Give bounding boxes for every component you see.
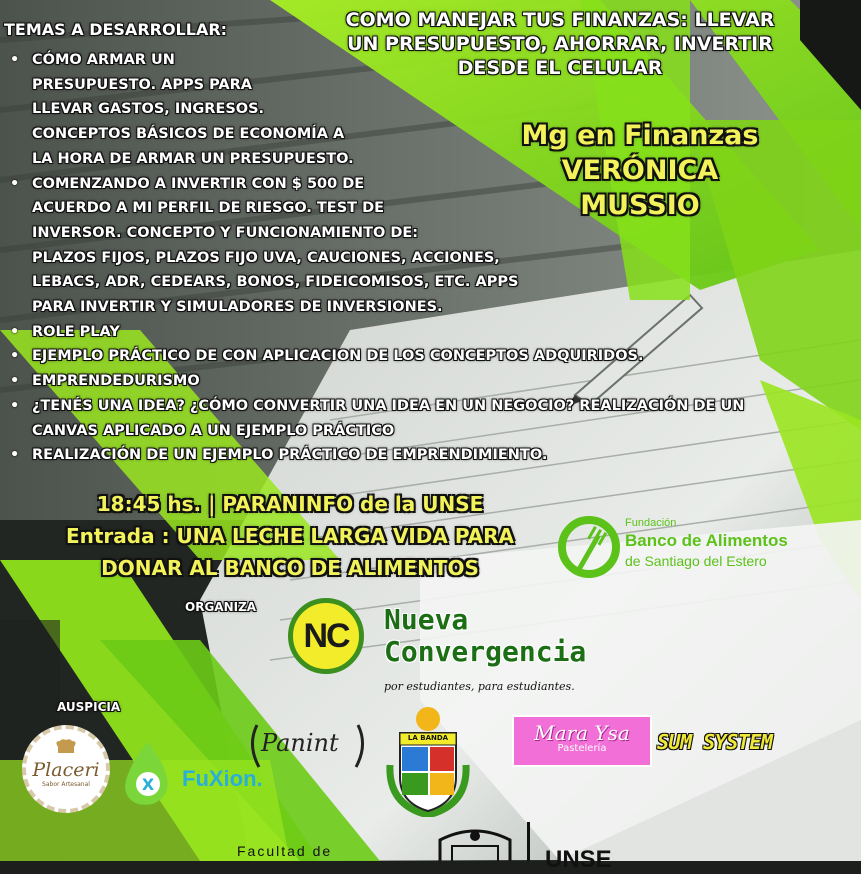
nc-name-line-2: Convergencia: [384, 635, 587, 668]
event-time-place: 18:45 hs. | PARANINFO de la UNSE: [96, 492, 484, 516]
placeri-subtitle: Sabor Artesanal: [42, 781, 90, 788]
svg-text:X: X: [141, 775, 155, 794]
unse-label: UNSE: [545, 846, 612, 873]
nc-tagline: por estudiantes, para estudiantes.: [384, 680, 575, 693]
nueva-convergencia-logo: [288, 598, 598, 698]
nc-name: [384, 604, 586, 668]
topic-line: • CÓMO ARMAR UN: [32, 52, 175, 68]
fuxion-drop-icon: [118, 740, 178, 810]
mara-ysa-name: Mara Ysa: [534, 721, 630, 745]
topic-line: • REALIZACIÓN DE UN EJEMPLO PRÁCTICO DE EMPRENDIMIENTO.: [32, 447, 548, 464]
topic-line: • ¿TENÉS UNA IDEA? ¿CÓMO CONVERTIR UNA IDEA EN UN NEGOCIO? REALIZACIÓN DE UN: [32, 397, 745, 414]
topic-line: • COMENZANDO A INVERTIR CON $ 500 DE: [32, 175, 365, 192]
topic-line: LLEVAR GASTOS, INGRESOS.: [32, 101, 265, 118]
topic-line: • EMPRENDEDURISMO: [32, 373, 200, 390]
nc-emblem: [288, 598, 364, 674]
fundacion-name: Banco de Alimentos: [625, 531, 788, 550]
topic-item: [6, 369, 836, 394]
topic-line: • EJEMPLO PRÁCTICO DE CON APLICACION DE LOS CONCEPTOS ADQUIRIDOS.: [32, 348, 644, 365]
nc-name-line-1: Nueva: [384, 603, 469, 636]
crest-icon: [430, 822, 520, 861]
topic-item: [6, 172, 836, 320]
topic-line: • ROLE PLAY: [32, 323, 120, 340]
mara-ysa-logo: [512, 715, 652, 767]
topic-line: ACUERDO A MI PERFIL DE RIESGO. TEST DE: [32, 200, 385, 217]
speaker-first-name: VERÓNICA: [561, 155, 719, 186]
speaker-last-name: MUSSIO: [580, 190, 700, 221]
organiza-label: ORGANIZA: [185, 600, 257, 614]
topic-line: PRESUPUESTO. APPS PARA: [32, 76, 252, 93]
title-line-2: UN PRESUPUESTO, AHORRAR, INVERTIR: [347, 33, 773, 55]
chef-hat-icon: [54, 739, 78, 755]
placeri-name: Placeri: [32, 759, 100, 781]
topic-item: [6, 443, 836, 468]
title-line-3: DESDE EL CELULAR: [457, 57, 663, 79]
footer-divider: [527, 822, 530, 861]
title-line-1: COMO MANEJAR TUS FINANZAS: LLEVAR: [345, 9, 775, 31]
topic-item: [6, 320, 836, 345]
event-details: [20, 488, 560, 584]
panint-name: Panint: [261, 729, 339, 757]
fuxion-name: FuXion.: [182, 766, 263, 791]
topic-line: LEBACS, ADR, CEDEARS, BONOS, FIDEICOMISOS, ETC. APPS: [32, 274, 519, 291]
facultad-label: Facultad de: [237, 843, 333, 859]
fundacion-banco-alimentos-logo: [555, 513, 825, 585]
topic-line: CONCEPTOS BÁSICOS DE ECONOMÍA A: [32, 126, 345, 143]
fundacion-label: Fundación: [625, 517, 677, 529]
topic-line: PLAZOS FIJOS, PLAZOS FIJO UVA, CAUCIONES, ACCIONES,: [32, 249, 500, 266]
topic-item: [6, 344, 836, 369]
topics-list: [6, 48, 836, 468]
shield-icon: [378, 705, 478, 817]
placeri-logo: [22, 725, 110, 813]
mara-ysa-subtitle: Pastelería: [557, 743, 607, 754]
topic-line: LA HORA DE ARMAR UN PRESUPUESTO.: [32, 150, 354, 167]
auspicia-label: AUSPICIA: [57, 700, 121, 714]
event-entry-line-1: Entrada : UNA LECHE LARGA VIDA PARA: [65, 524, 515, 548]
topic-line: INVERSOR. CONCEPTO Y FUNCIONAMIENTO DE:: [32, 224, 419, 241]
panint-logo: [245, 715, 370, 775]
la-banda-name: LA BANDA: [407, 734, 449, 742]
topic-item: [6, 48, 836, 172]
topic-line: CANVAS APLICADO A UN EJEMPLO PRÁCTICO: [32, 422, 395, 439]
topics-heading: TEMAS A DESARROLLAR:: [4, 20, 228, 39]
la-banda-shield-logo: [378, 705, 478, 817]
speaker-degree: Mg en Finanzas: [521, 120, 759, 151]
topic-item: [6, 394, 836, 443]
sum-system-logo: SUM SYSTEM: [657, 730, 773, 754]
event-entry-line-2: DONAR AL BANCO DE ALIMENTOS: [101, 556, 479, 580]
topic-line: PARA INVERTIR Y SIMULADORES DE INVERSIONES.: [32, 299, 443, 316]
nc-initials: NC: [303, 617, 349, 655]
fundacion-location: de Santiago del Estero: [625, 553, 767, 569]
fork-circle-icon: [555, 513, 625, 585]
